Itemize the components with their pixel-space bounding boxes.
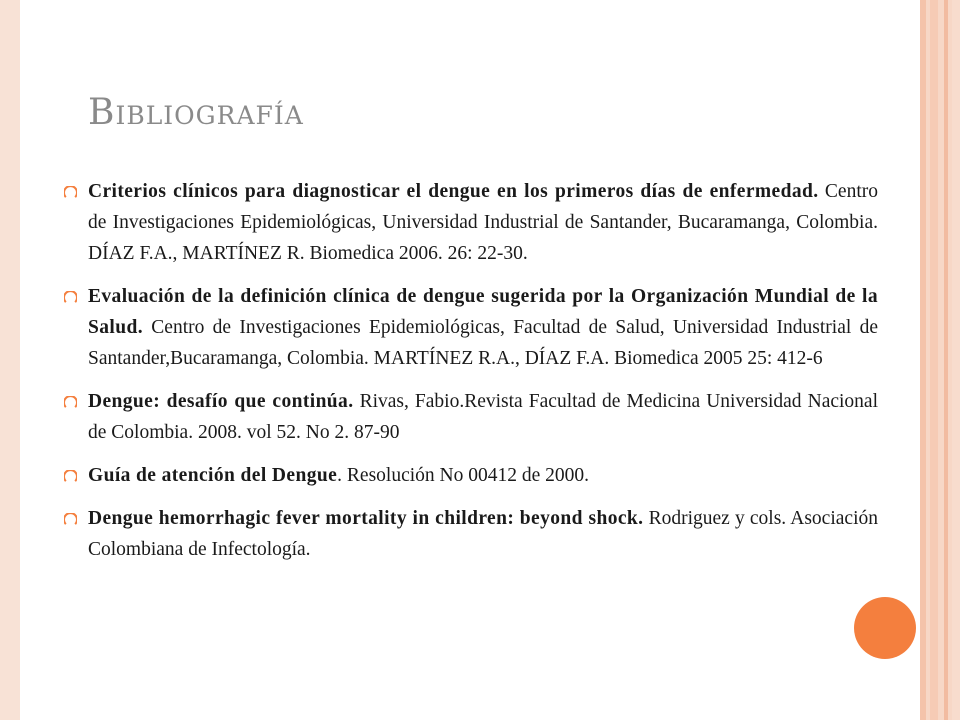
slide-title: Bibliografía	[88, 92, 304, 133]
bullet-icon	[64, 291, 77, 304]
reference-item	[66, 281, 878, 374]
bullet-icon	[64, 396, 77, 409]
reference-details: Rivas, Fabio.Revista Facultad de Medicina Universidad Nacional de Colombia. 2008. vol 52. No 2. 87-90	[88, 391, 878, 443]
reference-details: Centro de Investigaciones Epidemiológicas, Facultad de Salud, Universidad Industrial de Santander,Bucaramanga, Colombia. MARTÍNEZ R.A., DÍAZ F.A. Biomedica 2005 25: 412-6	[88, 317, 878, 369]
reference-title: Criterios clínicos para diagnosticar el dengue en los primeros días de enfermedad.	[88, 181, 819, 202]
stripe	[944, 0, 948, 720]
reference-details: . Resolución No 00412 de 2000.	[337, 465, 590, 486]
reference-details: Rodriguez y cols. Asociación Colombiana de Infectología.	[88, 508, 878, 560]
reference-item	[66, 460, 878, 491]
stripe	[930, 0, 938, 720]
stripe	[920, 0, 926, 720]
bullet-icon	[64, 513, 77, 526]
reference-title: Dengue: desafío que continúa.	[88, 391, 354, 412]
reference-title: Dengue hemorrhagic fever mortality in children: beyond shock.	[88, 508, 644, 529]
bullet-icon	[64, 470, 77, 483]
bullet-icon	[64, 186, 77, 199]
reference-title: Evaluación de la definición clínica de dengue sugerida por la Organización Mundial de la Salud.	[88, 286, 878, 338]
reference-item	[66, 176, 878, 269]
reference-title: Guía de atención del Dengue	[88, 465, 338, 486]
reference-list	[66, 176, 878, 577]
stripe	[952, 0, 960, 720]
orange-circle-decoration	[854, 597, 916, 659]
left-border-band	[0, 0, 20, 720]
reference-details: Centro de Investigaciones Epidemiológicas, Universidad Industrial de Santander, Bucaramanga, Colombia. DÍAZ F.A., MARTÍNEZ R. Biomedica 2006. 26: 22-30.	[88, 181, 878, 264]
reference-item	[66, 386, 878, 448]
reference-item	[66, 503, 878, 565]
